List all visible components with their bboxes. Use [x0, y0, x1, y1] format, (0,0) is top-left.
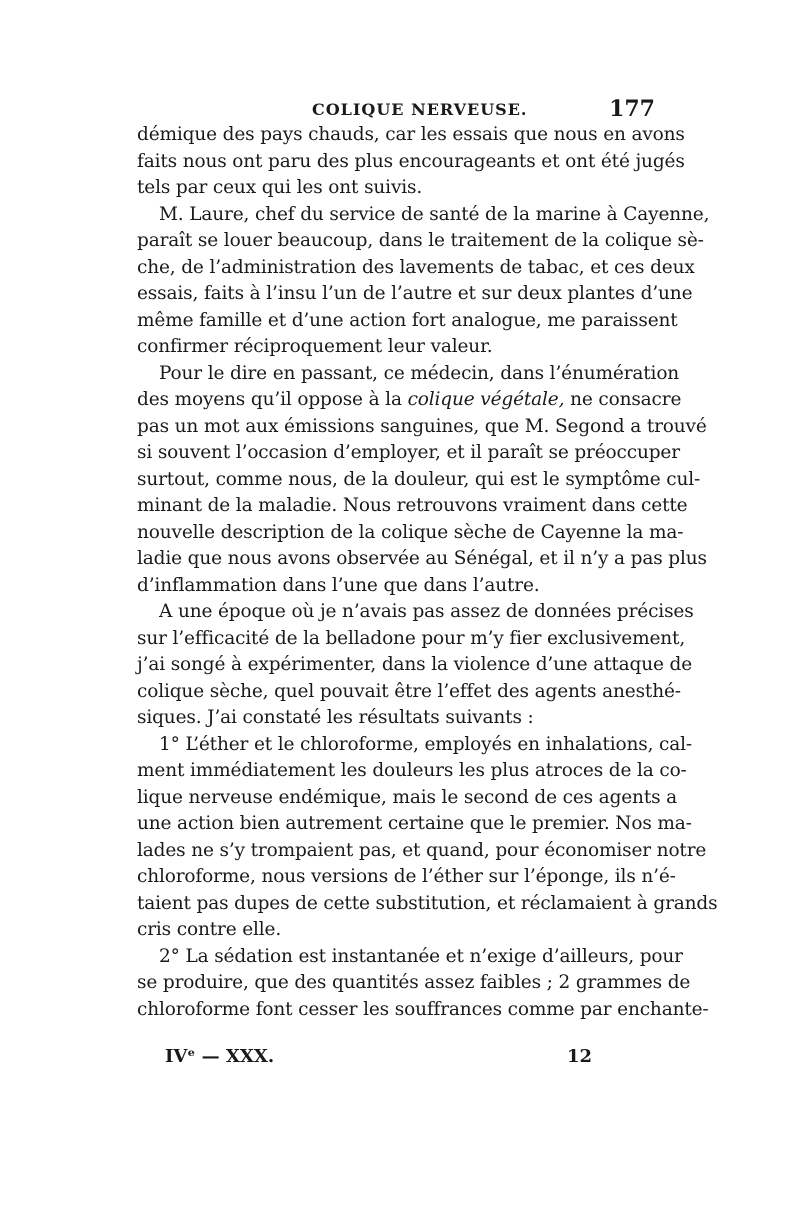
text-line: nouvelle description de la colique sèche de Cayenne la ma- — [137, 521, 684, 543]
text-line: d’inflammation dans l’une que dans l’autre. — [137, 574, 540, 596]
text-line: chloroforme font cesser les souffrances comme par enchante- — [137, 998, 709, 1020]
text-line: colique sèche, quel pouvait être l’effet des agents anesthé- — [137, 680, 681, 702]
page-footer — [137, 1046, 657, 1076]
printer-signature: IVᵉ — XXX. — [165, 1046, 275, 1067]
text-line: taient pas dupes de cette substitution, et réclamaient à grands — [137, 892, 718, 914]
text-line: ment immédiatement les douleurs les plus atroces de la co- — [137, 760, 687, 781]
header-title: COLIQUE NERVEUSE. — [312, 100, 528, 119]
text-line: 2° La sédation est instantanée et n’exige d’ailleurs, pour — [159, 945, 683, 967]
text-line-with-italic — [137, 387, 682, 414]
text-line: paraît se louer beaucoup, dans le traitement de la colique sè- — [137, 230, 704, 251]
text-line: chloroforme, nous versions de l’éther sur l’éponge, ils n’é- — [137, 866, 676, 887]
text-line: j’ai songé à expérimenter, dans la violence d’une attaque de — [137, 654, 693, 675]
text-line: lique nerveuse endémique, mais le second de ces agents a — [137, 786, 678, 808]
text-segment: ne consacre — [564, 389, 682, 410]
italic-phrase: colique végétale, — [407, 389, 565, 410]
text-line: confirmer réciproquement leur valeur. — [137, 336, 493, 357]
text-line: tels par ceux qui les ont suivis. — [137, 177, 423, 198]
text-line: si souvent l’occasion d’employer, et il paraît se préoccuper — [137, 442, 680, 463]
page-number: 177 — [609, 96, 655, 122]
text-line: se produire, que des quantités assez faibles ; 2 grammes de — [137, 972, 691, 993]
body-text — [137, 122, 718, 1023]
text-line: siques. J’ai constaté les résultats suivants : — [137, 707, 534, 728]
signature-number: 12 — [567, 1046, 593, 1067]
text-line: Pour le dire en passant, ce médecin, dans l’énumération — [159, 362, 680, 384]
text-line: ladie que nous avons observée au Sénégal, et il n’y a pas plus — [137, 548, 707, 569]
text-line: sur l’efficacité de la belladone pour m’y fier exclusivement, — [137, 627, 686, 649]
text-line: surtout, comme nous, de la douleur, qui est le symptôme cul- — [137, 468, 701, 490]
text-line: minant de la maladie. Nous retrouvons vraiment dans cette — [137, 495, 688, 516]
text-line: A une époque où je n’avais pas assez de données précises — [159, 601, 694, 622]
text-line: M. Laure, chef du service de santé de la marine à Cayenne, — [159, 203, 710, 225]
text-line: démique des pays chauds, car les essais que nous en avons — [137, 124, 685, 145]
text-line: cris contre elle. — [137, 919, 282, 940]
text-line: 1° L’éther et le chloroforme, employés en inhalations, cal- — [159, 733, 692, 755]
text-line: che, de l’administration des lavements de tabac, et ces deux — [137, 256, 695, 278]
text-line: pas un mot aux émissions sanguines, que M. Segond a trouvé — [137, 415, 707, 437]
text-line: faits nous ont paru des plus encourageants et ont été jugés — [137, 150, 685, 172]
text-line: essais, faits à l’insu l’un de l’autre et sur deux plantes d’une — [137, 283, 693, 304]
text-line: lades ne s’y trompaient pas, et quand, pour économiser notre — [137, 839, 707, 861]
text-segment: des moyens qu’il oppose à la — [137, 389, 408, 410]
text-line: une action bien autrement certaine que le premier. Nos ma- — [137, 813, 692, 834]
text-line: même famille et d’une action fort analogue, me paraissent — [137, 309, 678, 331]
